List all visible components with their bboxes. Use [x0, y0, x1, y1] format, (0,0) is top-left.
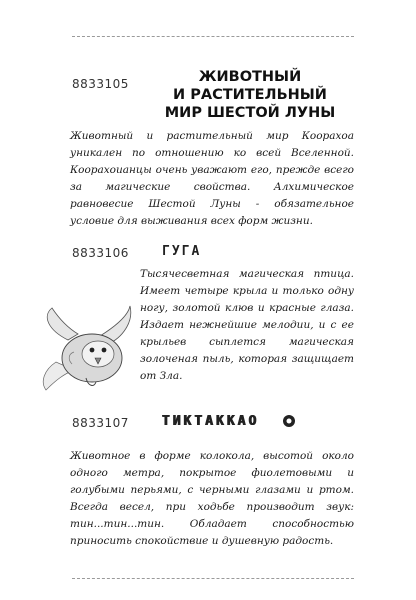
intro-code: 8833105 — [72, 77, 129, 91]
entry2-code: 8833107 — [72, 416, 129, 430]
heading-line-2: И РАСТИТЕЛЬНЫЙ — [173, 87, 327, 103]
heading-line-1: ЖИВОТНЫЙ — [198, 69, 302, 85]
entry1-paragraph: Тысячесветная магическая птица. Имеет четыре крыла и только одну ногу, золотой клюв и красные глаза. Издает нежнейшие мелодии, и с ее крыльев сыплется магическая золоченая пыль, которая защищает от Зла. — [140, 268, 354, 382]
heading-line-3: МИР ШЕСТОЙ ЛУНЫ — [164, 105, 336, 121]
title-ornament-icon — [282, 414, 296, 428]
guga-bird-illustration — [38, 300, 136, 396]
entry2-title: ТИКТАККАО — [162, 414, 260, 429]
top-divider — [72, 36, 354, 37]
section-heading — [160, 68, 340, 122]
entry1-code: 8833106 — [72, 246, 129, 260]
bottom-divider — [72, 578, 354, 579]
entry1-title: ГУГА — [162, 244, 202, 259]
entry2-paragraph: Животное в форме колокола, высотой около одного метра, покрытое фиолетовыми и голубыми перьями, с черными глазами и ртом. Всегда весел, при ходьбе производит звук: тин...тин...тин. Обладает способностью приносить спокойствие и душевную радость. — [70, 450, 354, 547]
intro-paragraph: Животный и растительный мир Коорахоа уникален по отношению ко всей Вселенной. Коорахоианцы очень уважают его, прежде всего за магические свойства. Алхимическое равновесие Шестой Луны - обязательное условие для выживания всех форм жизни. — [70, 130, 354, 227]
